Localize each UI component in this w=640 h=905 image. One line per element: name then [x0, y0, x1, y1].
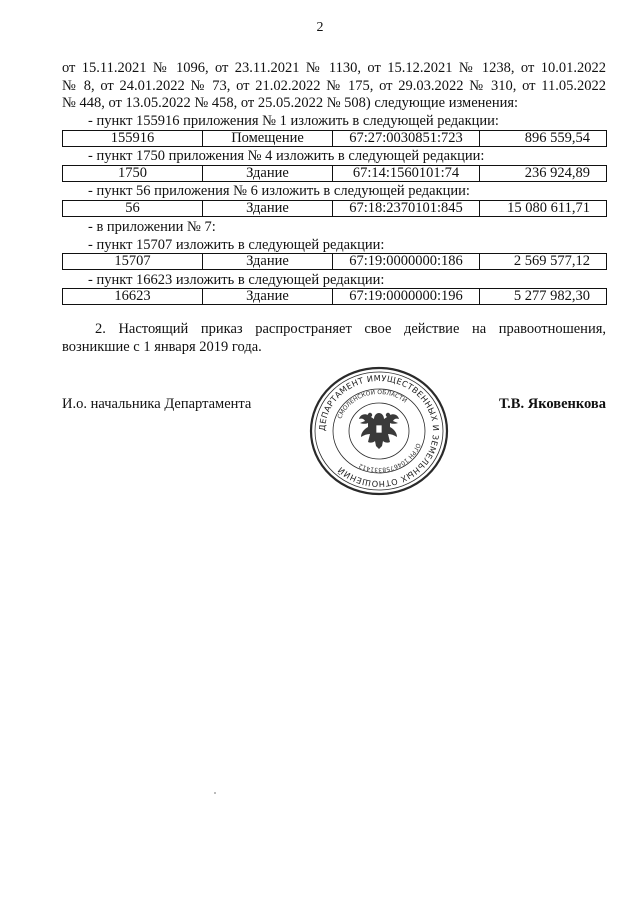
- object-type-cell: Здание: [203, 201, 333, 217]
- table-row: [63, 254, 607, 270]
- cadastral-number-cell: 67:14:1560101:74: [333, 166, 480, 182]
- item-number-cell: 1750: [63, 166, 203, 182]
- signatory-name: Т.В. Яковенкова: [498, 396, 606, 412]
- cadastral-number-cell: 67:19:0000000:196: [333, 289, 480, 305]
- table-row: [63, 131, 607, 147]
- instruction-line: - пункт 1750 приложения № 4 изложить в следующей редакции:: [88, 148, 485, 164]
- instruction-line: - пункт 155916 приложения № 1 изложить в следующей редакции:: [88, 113, 499, 129]
- item-number-cell: 56: [63, 201, 203, 217]
- amendment-table: [62, 253, 607, 270]
- cadastral-value-cell: 15 080 611,71: [480, 201, 607, 217]
- seal-outer-text: ДЕПАРТАМЕНТ ИМУЩЕСТВЕННЫХ И ЗЕМЕЛЬНЫХ ОТНОШЕНИЙ: [316, 372, 442, 490]
- instruction-line: - пункт 15707 изложить в следующей редакции:: [88, 237, 385, 253]
- intro-line: от 15.11.2021 № 1096, от 23.11.2021 № 1130, от 15.12.2021 № 1238, от 10.01.2022: [62, 60, 606, 76]
- cadastral-value-cell: 5 277 982,30: [480, 289, 607, 305]
- seal-ogrn-text: ОГРН 1046758331412: [357, 442, 422, 474]
- object-type-cell: Здание: [203, 166, 333, 182]
- table-row: [63, 201, 607, 217]
- item-number-cell: 155916: [63, 131, 203, 147]
- item-number-cell: 16623: [63, 289, 203, 305]
- cadastral-number-cell: 67:18:2370101:845: [333, 201, 480, 217]
- svg-text:СМОЛЕНСКОЙ ОБЛАСТИ: [336, 389, 408, 420]
- cadastral-value-cell: 896 559,54: [480, 131, 607, 147]
- object-type-cell: Здание: [203, 289, 333, 305]
- eagle-emblem-icon: [359, 413, 399, 449]
- cadastral-number-cell: 67:27:0030851:723: [333, 131, 480, 147]
- table-row: [63, 166, 607, 182]
- intro-line: № 8, от 24.01.2022 № 73, от 21.02.2022 № 175, от 29.03.2022 № 310, от 11.05.2022: [62, 77, 606, 94]
- amendment-table: [62, 165, 607, 182]
- scan-speck: [214, 792, 216, 794]
- table-row: [63, 289, 607, 305]
- cadastral-number-cell: 67:19:0000000:186: [333, 254, 480, 270]
- official-seal: [308, 365, 450, 497]
- page-number: 2: [316, 20, 324, 35]
- instruction-line: - пункт 16623 изложить в следующей редакции:: [88, 272, 385, 288]
- instruction-line: - пункт 56 приложения № 6 изложить в следующей редакции:: [88, 183, 470, 199]
- paragraph-2: [62, 320, 606, 356]
- object-type-cell: Помещение: [203, 131, 333, 147]
- amendment-table: [62, 288, 607, 305]
- seal-inner-text: СМОЛЕНСКОЙ ОБЛАСТИ: [336, 388, 409, 420]
- paragraph-2-line: возникшие с 1 января 2019 года.: [62, 339, 262, 355]
- item-number-cell: 15707: [63, 254, 203, 270]
- cadastral-value-cell: 2 569 577,12: [480, 254, 607, 270]
- amendment-table: [62, 200, 607, 217]
- intro-paragraph: [62, 60, 606, 113]
- paragraph-2-line: 2. Настоящий приказ распространяет свое действие на правоотношения,: [95, 321, 606, 337]
- seal-graphic: [308, 365, 450, 497]
- instruction-line: - в приложении № 7:: [88, 219, 216, 235]
- amendment-table: [62, 130, 607, 147]
- intro-line: № 448, от 13.05.2022 № 458, от 25.05.2022 № 508) следующие изменения:: [62, 95, 519, 111]
- cadastral-value-cell: 236 924,89: [480, 166, 607, 182]
- object-type-cell: Здание: [203, 254, 333, 270]
- signatory-title: И.о. начальника Департамента: [62, 396, 252, 412]
